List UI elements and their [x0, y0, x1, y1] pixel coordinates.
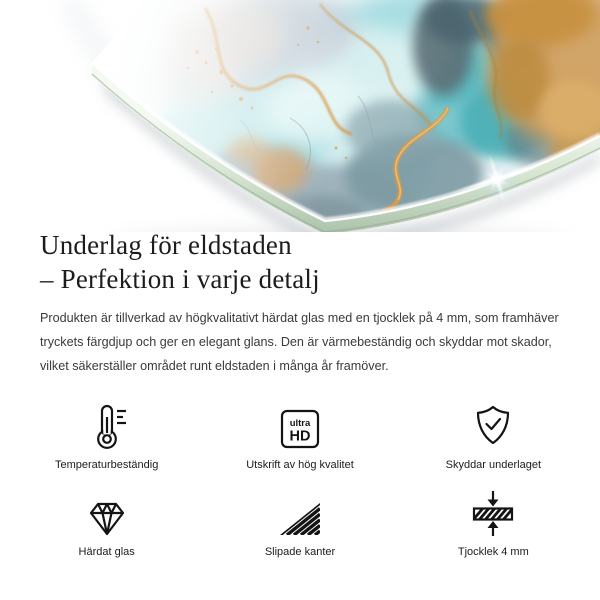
page-title — [40, 228, 320, 296]
bevel-edges-icon — [277, 488, 323, 538]
feature-protects-surface — [397, 401, 590, 472]
ultra-hd-icon-text-top: ultra — [289, 418, 311, 429]
feature-tempered-glass — [10, 488, 203, 559]
feature-label: Härdat glas — [78, 546, 135, 558]
product-description — [40, 306, 559, 378]
shield-check-icon — [471, 401, 515, 451]
feature-thickness — [397, 488, 590, 559]
product-photo — [0, 0, 600, 232]
feature-grid — [10, 401, 590, 559]
feature-label: Slipade kanter — [264, 546, 336, 558]
feature-polished-edges — [203, 488, 396, 559]
thickness-icon — [469, 488, 517, 538]
ultra-hd-icon — [278, 401, 322, 451]
description-line: Produkten är tillverkad av högkvalitativt härdat glas med en tjocklek på 4 mm, som framhäver — [40, 311, 559, 325]
feature-label: Tjocklek 4 mm — [457, 546, 529, 558]
page-title-line2: – Perfektion i varje detalj — [40, 264, 320, 294]
description-line: vilket säkerställer området runt eldstaden i många år framöver. — [40, 359, 389, 373]
feature-label: Temperaturbeständig — [54, 459, 159, 471]
glass-panel-illustration — [0, 0, 600, 232]
ultra-hd-icon-text-bottom: HD — [289, 428, 311, 445]
feature-label: Skyddar underlaget — [445, 459, 542, 471]
feature-high-quality-print — [203, 401, 396, 472]
page-title-line1: Underlag för eldstaden — [40, 230, 292, 260]
diamond-icon — [83, 488, 131, 538]
description-line: tryckets färgdjup och ger en elegant glans. Den är värmebeständig och skyddar mot skador, — [40, 335, 552, 349]
thermometer-icon — [84, 401, 130, 451]
feature-temperature-resistant — [10, 401, 203, 472]
feature-label: Utskrift av hög kvalitet — [246, 459, 354, 471]
